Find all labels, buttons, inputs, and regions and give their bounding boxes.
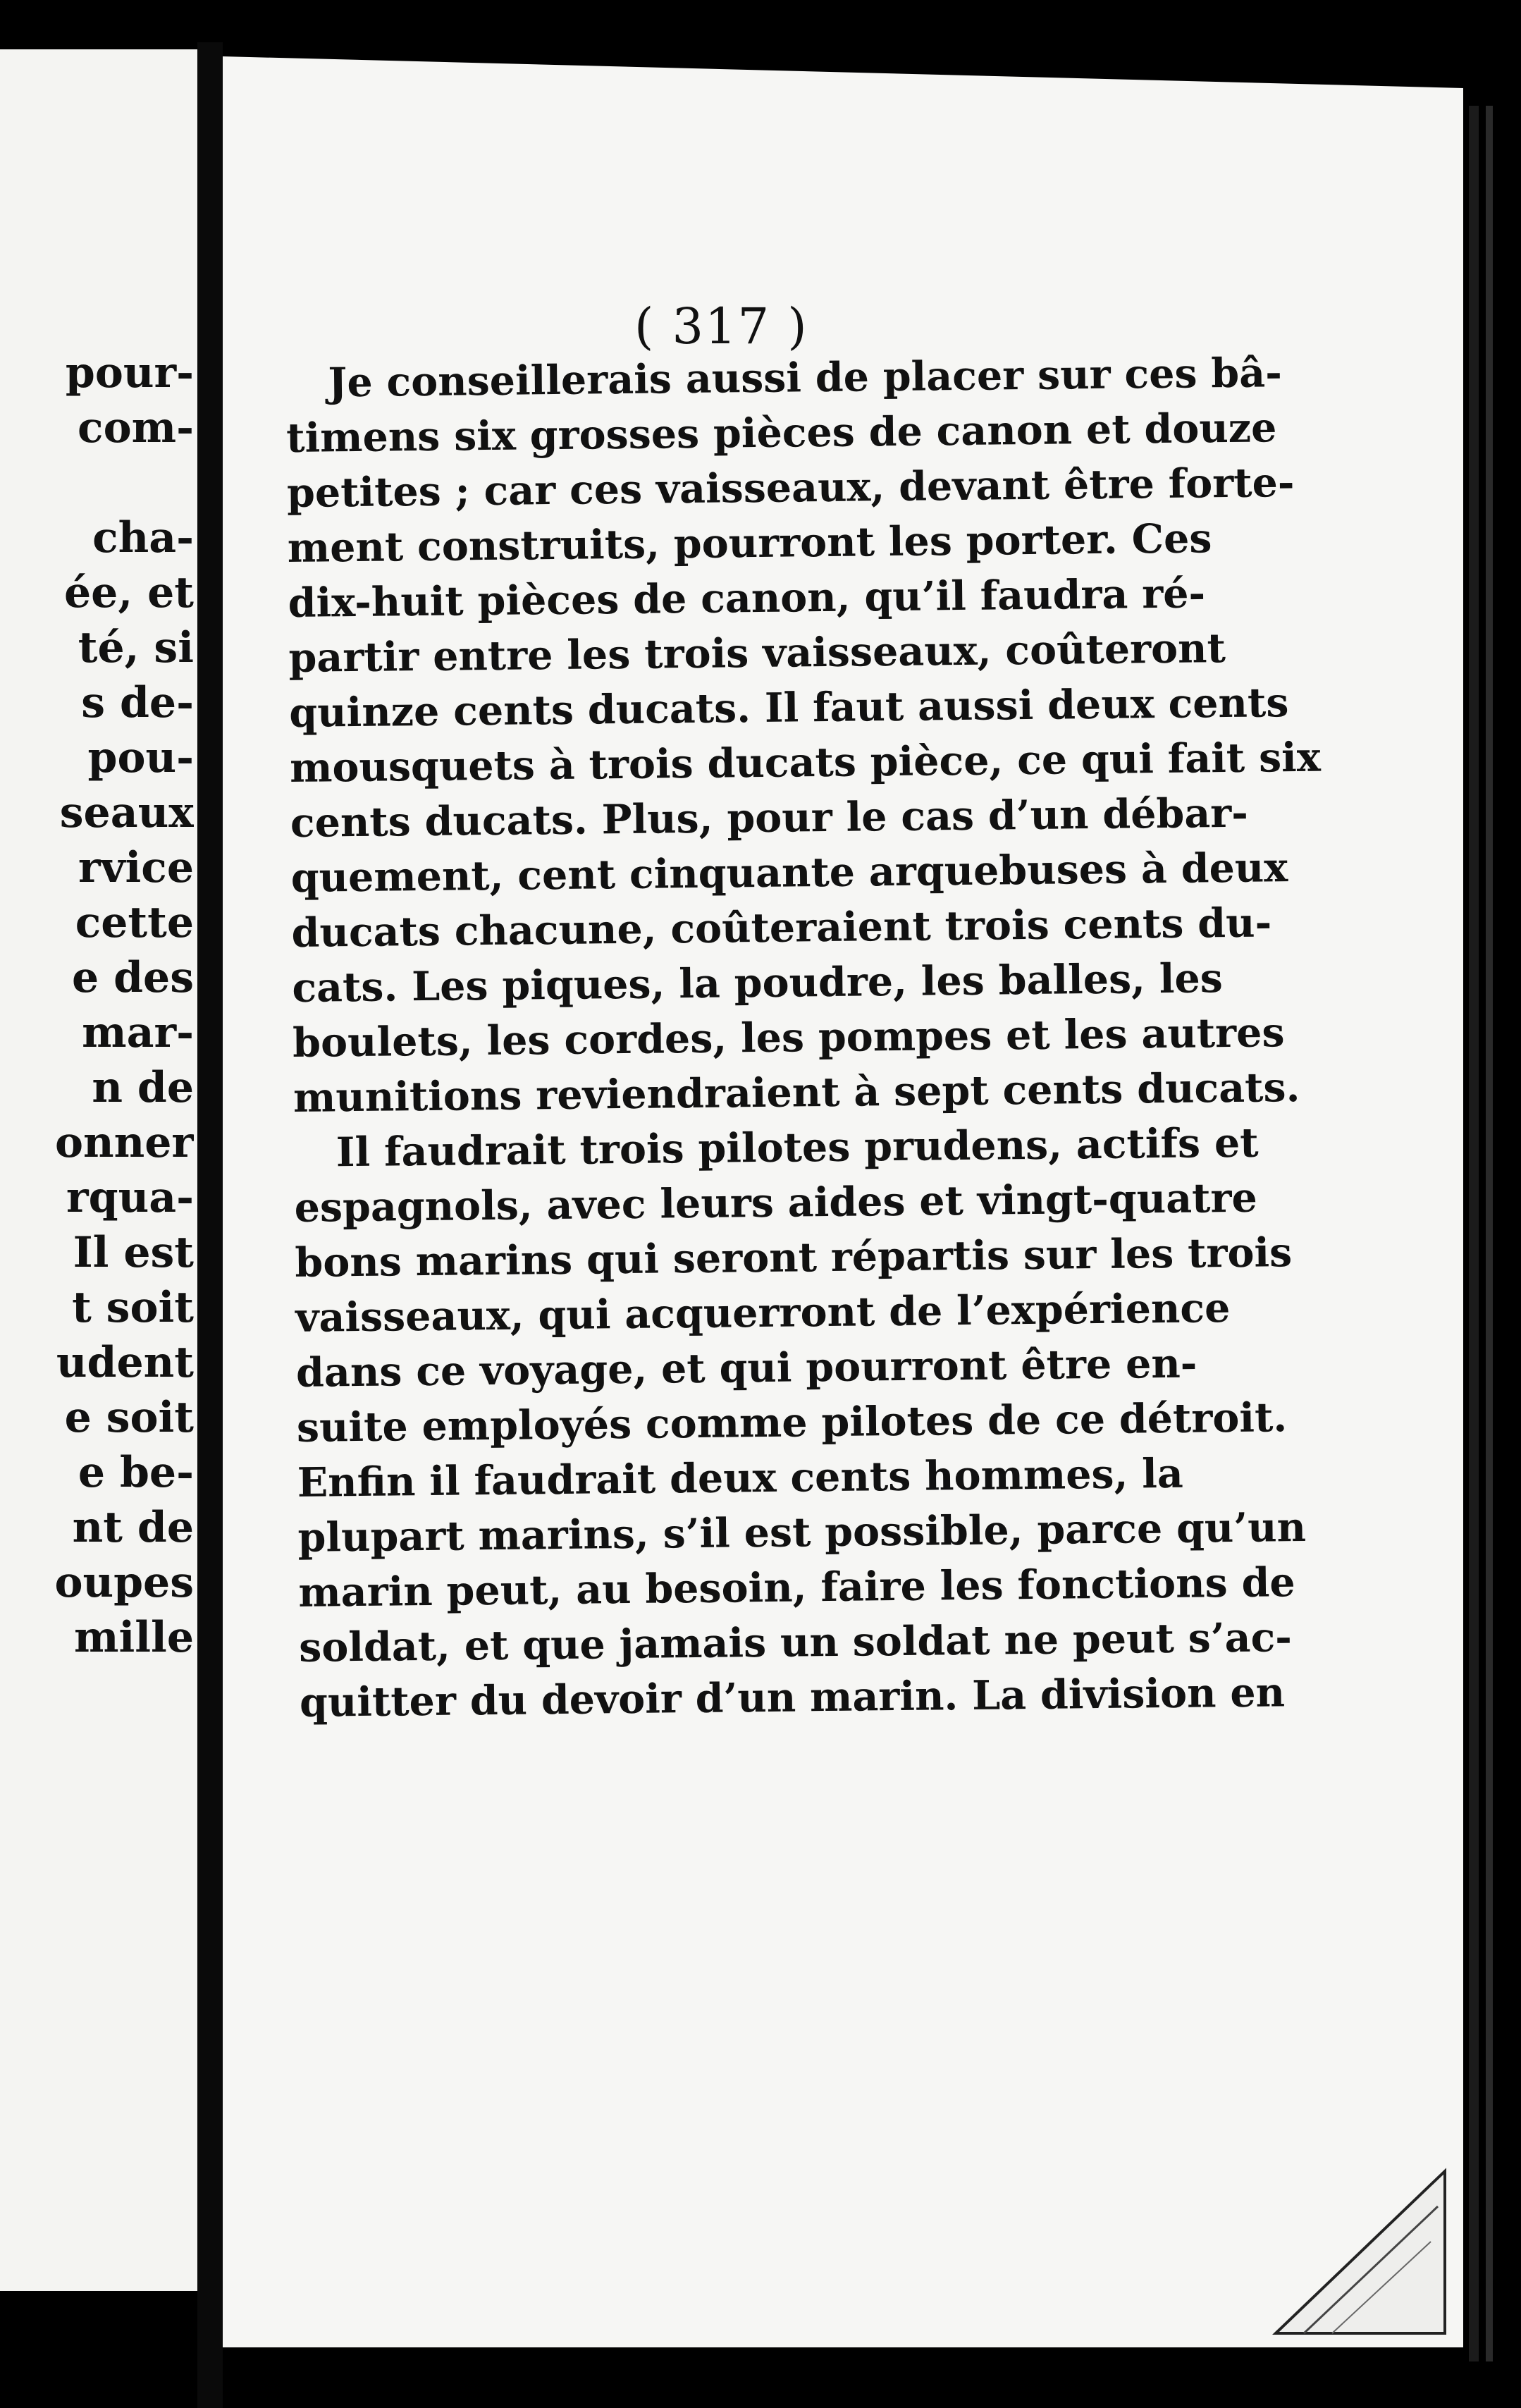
previous-page-line: mille (73, 1613, 194, 1662)
text-line: cents ducats. Plus, pour le cas d’un débar- (290, 789, 1249, 847)
previous-page-line: e soit (64, 1393, 194, 1442)
folded-corner (1262, 2143, 1459, 2340)
text-line: vaisseaux, qui acquerront de l’expérience (295, 1284, 1231, 1341)
page-edge (1469, 106, 1479, 2361)
text-line: dans ce voyage, et qui pourront être en- (295, 1339, 1197, 1396)
previous-page-line: rvice (78, 843, 194, 892)
page-number: ( 317 ) (634, 297, 808, 355)
book-gutter (197, 42, 223, 2408)
text-line: quitter du devoir d’un marin. La division en (299, 1669, 1286, 1726)
previous-page-line: e des (72, 953, 194, 1002)
body-text (285, 347, 1322, 1730)
previous-page-line (0, 455, 194, 510)
previous-page-line: té, si (78, 623, 194, 672)
text-line: soldat, et que jamais un soldat ne peut s’ac- (298, 1614, 1293, 1671)
text-line: suite employés comme pilotes de ce détroit. (296, 1394, 1288, 1451)
text-line: ment construits, pourront les porter. Ces (287, 515, 1212, 572)
page-edge (1486, 106, 1493, 2361)
text-line: quinze cents ducats. Il faut aussi deux cents (288, 679, 1289, 737)
previous-page-line: mar- (82, 1008, 194, 1057)
text-line: espagnols, avec leurs aides et vingt-quatre (294, 1174, 1258, 1231)
previous-page-line: cha- (92, 513, 194, 563)
previous-page-line: nt de (72, 1503, 194, 1552)
text-line: dix-huit pièces de canon, qu’il faudra ré- (288, 570, 1206, 627)
previous-page-line: rqua- (66, 1173, 194, 1222)
text-line: Enfin il faudrait deux cents hommes, la (297, 1449, 1184, 1506)
previous-page-line: oupes (54, 1558, 194, 1607)
previous-page-line: e be- (78, 1448, 194, 1497)
text-line: marin peut, au besoin, faire les fonctions de (298, 1559, 1295, 1616)
previous-page-line: cette (75, 898, 194, 947)
text-line: mousquets à trois ducats pièce, ce qui fait six (289, 733, 1322, 792)
text-line: petites ; car ces vaisseaux, devant être forte- (286, 459, 1295, 517)
text-line: Il faudrait trois pilotes prudens, actifs et (335, 1119, 1259, 1177)
text-line: cats. Les piques, la poudre, les balles, les (292, 954, 1224, 1012)
text-line: quement, cent cinquante arquebuses à deux (290, 844, 1288, 902)
text-line: partir entre les trois vaisseaux, coûteront (288, 625, 1226, 682)
text-line: boulets, les cordes, les pompes et les autres (292, 1009, 1285, 1067)
text-line: plupart marins, s’il est possible, parce qu’un (297, 1503, 1307, 1561)
previous-page-line: t soit (72, 1283, 194, 1332)
text-line: ducats chacune, coûteraient trois cents du- (291, 899, 1272, 957)
text-line: munitions reviendraient à sept cents ducats. (292, 1063, 1300, 1122)
previous-page-line: udent (56, 1338, 194, 1387)
previous-page-line: Il est (73, 1228, 194, 1277)
previous-page-line: onner (54, 1118, 194, 1167)
previous-page-line: com- (78, 403, 194, 453)
previous-page-line: seaux (59, 788, 194, 837)
previous-page-fragment (0, 49, 197, 2291)
previous-page-text (0, 345, 194, 1665)
text-line: timens six grosses pièces de canon et douze (285, 404, 1277, 462)
previous-page-line: n de (92, 1063, 194, 1112)
previous-page-line: pour- (65, 348, 194, 398)
text-line: Je conseillerais aussi de placer sur ces bâ- (328, 349, 1283, 407)
text-line: bons marins qui seront répartis sur les trois (295, 1229, 1293, 1286)
previous-page-line: ée, et (63, 568, 194, 618)
previous-page-line: s de- (81, 678, 194, 727)
previous-page-line: pou- (87, 733, 194, 782)
